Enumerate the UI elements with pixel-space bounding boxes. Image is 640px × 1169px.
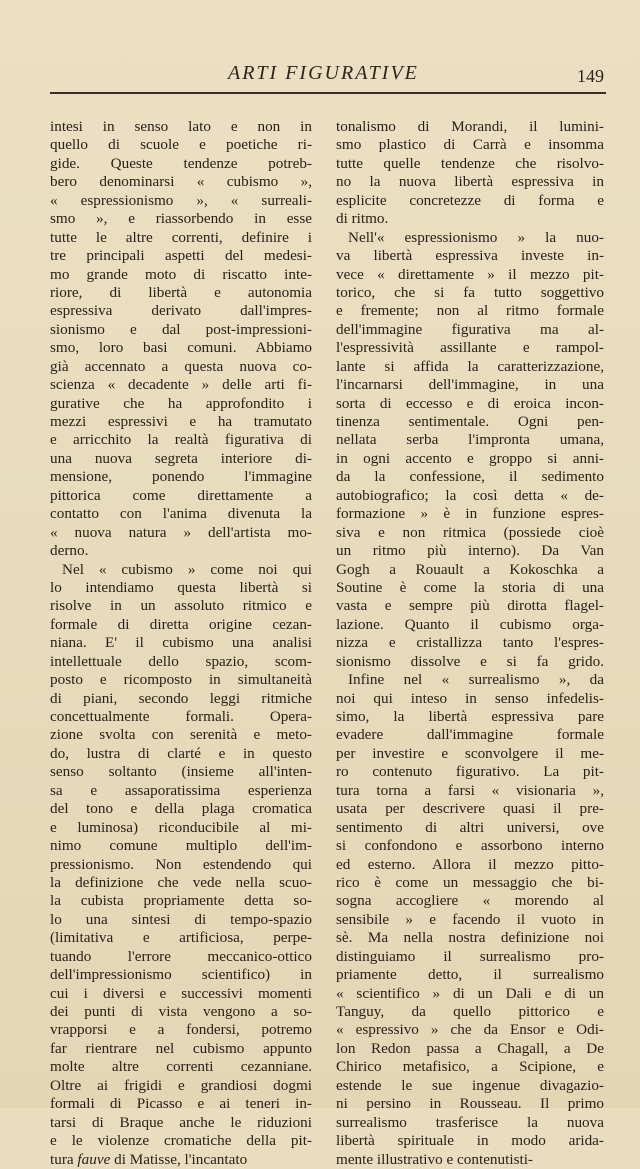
text-line: pressionismo. Non estendendo qui	[50, 855, 312, 873]
page-number: 149	[577, 66, 604, 86]
text-line: in ogni accento e groppo si anni-	[336, 449, 604, 467]
text-line: gurative che ha approfondito i	[50, 394, 312, 412]
text-line: nellata serba l'impronta umana,	[336, 431, 604, 449]
text-line: Infine nel « surrealismo », da	[348, 671, 604, 689]
text-line: espressiva derivato dall'impres-	[50, 302, 312, 320]
text-line: far rientrare nel cubismo appunto	[50, 1039, 312, 1057]
text-line: un ritmo più interno). Da Van	[336, 542, 604, 560]
text-line: risolve in un assoluto ritmico e	[50, 597, 312, 615]
text-line: senso soltanto (insieme all'inten-	[50, 763, 312, 781]
text-line: e luminosa) riconducibile al mi-	[50, 818, 312, 836]
text-line: Oltre ai frigidi e grandiosi dogmi	[50, 1076, 312, 1094]
text-line: formazione » è in funzione espres-	[336, 505, 604, 523]
text-line: e arricchito la realtà figurativa di	[50, 431, 312, 449]
text-line: Tanguy, da quello pittorico e	[336, 1003, 604, 1020]
text-line: Soutine è come la storia di una	[336, 578, 604, 596]
text-line: mensione, ponendo l'immagine	[50, 468, 312, 486]
text-line: usata per descrivere quasi il pre-	[336, 800, 604, 818]
text-line: di ritmo.	[336, 210, 389, 228]
text-line: rico è come un messaggio che bi-	[336, 873, 604, 891]
text-line: no la nuova libertà espressiva in	[336, 173, 604, 191]
text-line: intellettuale dello spazio, scom-	[50, 652, 312, 670]
text-line: tarsi di Braque anche le riduzioni	[50, 1113, 312, 1131]
text-line: mezzi espressivi e ha tramutato	[50, 413, 312, 430]
text-line: l'incarnarsi dell'immagine, in una	[336, 376, 604, 394]
text-line: dell'impressionismo scientifico) in	[50, 966, 312, 984]
text-line: per investire e sconvolgere il me-	[336, 744, 604, 762]
text-line: vasta e sempre più dirotta flagel-	[336, 597, 604, 615]
text-line: bero denominarsi « cubismo »,	[50, 173, 312, 191]
text-column-right	[336, 118, 604, 1169]
text-line: posto e ricomposto in simultaneità	[50, 671, 312, 689]
text-line: tinenza sentimentale. Ogni pen-	[336, 413, 604, 430]
text-line: Gogh a Rouault a Kokoschka a	[336, 560, 604, 578]
text-line: derno.	[50, 542, 89, 560]
text-line: do, lustra di clarté e in questo	[50, 744, 312, 762]
text-line: evadere dall'immagine formale	[336, 726, 604, 744]
text-line: mente illustrativo e contenutisti-	[336, 1150, 533, 1168]
text-line: sionismo dissolve e si fa grido.	[336, 652, 604, 670]
text-line: libertà spirituale in modo arida-	[336, 1132, 604, 1150]
text-line: cui i diversi e successivi momenti	[50, 984, 312, 1002]
running-title: ARTI FIGURATIVE	[228, 62, 419, 84]
text-line: gide. Queste tendenze potreb-	[50, 154, 312, 172]
text-line: « espressivo » che da Ensor e Odi-	[336, 1021, 604, 1039]
text-line: e fremente; non al ritmo formale	[336, 302, 604, 320]
text-line: molte altre correnti cezanniane.	[50, 1058, 312, 1076]
text-line: nizza e cristallizza tanto l'espres-	[336, 634, 604, 652]
text-line: scienza « decadente » delle arti fi-	[50, 376, 312, 394]
text-line: ro contenuto figurativo. La pit-	[336, 763, 604, 781]
text-line: va libertà espressiva investe in-	[336, 247, 604, 265]
text-column-left	[50, 118, 312, 1169]
text-line: intesi in senso lato e non in	[50, 118, 312, 135]
text-line: la definizione che vede nella scuo-	[50, 873, 312, 891]
text-line: formali di Picasso e ai teneri in-	[50, 1095, 312, 1113]
text-line: vrapporsi e a fondersi, potremo	[50, 1021, 312, 1039]
text-line: autobiografico; la così detta « de-	[336, 486, 604, 504]
text-line: lante si affida la caratterizzazione,	[336, 357, 604, 375]
text-line: smo, loro basi comuni. Abbiamo	[50, 339, 312, 357]
text-line: tre principali aspetti del medesi-	[50, 247, 312, 265]
page-header	[50, 58, 606, 92]
text-line: sogna accogliere « morendo al	[336, 892, 604, 910]
text-line: (limitativa e artificiosa, perpe-	[50, 929, 312, 947]
text-line: quello di scuole e poetiche ri-	[50, 136, 312, 154]
text-line: sè. Ma nella nostra definizione noi	[336, 929, 604, 947]
header-rule	[50, 92, 606, 94]
text-line: formale di diretta origine cezan-	[50, 615, 312, 633]
text-line: tura fauve di Matisse, l'incantato	[50, 1150, 248, 1168]
text-line: lon Redon passa a Chagall, a De	[336, 1039, 604, 1057]
text-line: Nel « cubismo » come noi qui	[62, 560, 312, 578]
text-line: di piani, secondo leggi ritmiche	[50, 689, 312, 707]
text-line: lo intendiamo questa libertà si	[50, 578, 312, 596]
text-line: « nuova natura » dell'artista mo-	[50, 523, 312, 541]
text-line: nimo comune multiplo dell'im-	[50, 837, 312, 855]
text-line: vece « direttamente » il mezzo pit-	[336, 265, 604, 283]
text-line: « scientifico » di un Dali e di un	[336, 984, 604, 1002]
text-line: torico, che si fa tutto soggettivo	[336, 283, 604, 301]
text-line: tutte le altre correnti, definire i	[50, 228, 312, 246]
text-line: concettualmente formali. Opera-	[50, 708, 312, 725]
text-line: da la confessione, il sedimento	[336, 468, 604, 486]
text-line: sentimento di altri universi, ove	[336, 818, 604, 836]
text-line: già accennato a questa nuova co-	[50, 357, 312, 375]
text-line: tutte quelle tendenze che risolvo-	[336, 154, 604, 172]
text-line: e le violenze cromatiche della pit-	[50, 1132, 312, 1150]
text-line: lazione. Quanto il cubismo orga-	[336, 615, 604, 633]
text-line: niana. E' il cubismo una analisi	[50, 634, 312, 652]
text-line: tonalismo di Morandi, il lumini-	[336, 118, 604, 135]
text-line: l'espressività assillante e rampol-	[336, 339, 604, 357]
text-line: sorta di eccesso e di eroica incon-	[336, 394, 604, 412]
text-line: tura torna a farsi « visionaria »,	[336, 781, 604, 799]
text-line: zione svolta con serenità e meto-	[50, 726, 312, 744]
text-line: siva e non ritmica (possiede cioè	[336, 523, 604, 541]
text-line: mo grande moto di riscatto inte-	[50, 265, 312, 283]
text-line: si confondono e assorbono interno	[336, 837, 604, 855]
text-line: priamente detto, il surrealismo	[336, 966, 604, 984]
text-line: smo », e riassorbendo in esse	[50, 210, 312, 228]
text-line: contatto con l'anima divenuta la	[50, 505, 312, 523]
text-line: estende le sue ingenue divagazio-	[336, 1076, 604, 1094]
text-line: una nuova segreta interiore di-	[50, 449, 312, 467]
text-line: sa e assaporatissima esperienza	[50, 781, 312, 799]
text-line: ed esterno. Allora il mezzo pitto-	[336, 855, 604, 873]
text-line: noi qui inteso in senso infedelis-	[336, 689, 604, 707]
text-line: sionismo e dal post-impressioni-	[50, 320, 312, 338]
text-line: simo, la libertà espressiva pare	[336, 708, 604, 725]
text-line: ni persino in Rousseau. Il primo	[336, 1095, 604, 1113]
text-line: lo una sintesi di tempo-spazio	[50, 910, 312, 928]
text-line: tuando l'errore meccanico-ottico	[50, 947, 312, 965]
text-line: surrealismo trasferisce la nuova	[336, 1113, 604, 1131]
text-line: smo plastico di Carrà e insomma	[336, 136, 604, 154]
text-line: del tono e della plaga cromatica	[50, 800, 312, 818]
text-line: la cubista propriamente detta so-	[50, 892, 312, 910]
text-line: Nell'« espressionismo » la nuo-	[348, 228, 604, 246]
text-line: Chirico metafisico, a Scipione, e	[336, 1058, 604, 1076]
text-line: riore, di libertà e autonomia	[50, 283, 312, 301]
text-line: dei punti di vista vengono a so-	[50, 1003, 312, 1020]
text-line: pittorica come direttamente a	[50, 486, 312, 504]
text-line: distinguiamo il surrealismo pro-	[336, 947, 604, 965]
text-line: sensibile » e facendo il vuoto in	[336, 910, 604, 928]
text-line: esplicite concretezze di forma e	[336, 191, 604, 209]
text-line: « espressionismo », « surreali-	[50, 191, 312, 209]
text-line: dell'immagine figurativa ma al-	[336, 320, 604, 338]
